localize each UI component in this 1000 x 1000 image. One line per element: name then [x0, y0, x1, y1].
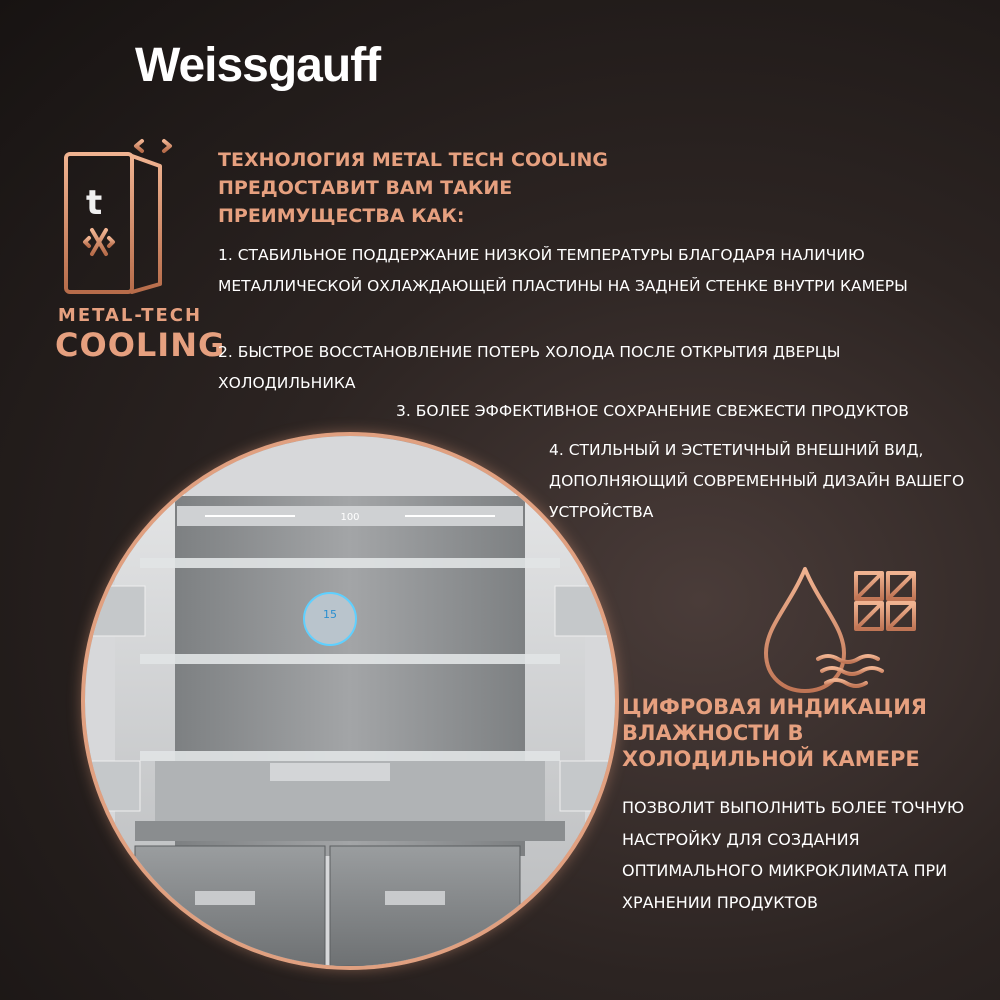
- benefit-2: 2. БЫСТРОЕ ВОССТАНОВЛЕНИЕ ПОТЕРЬ ХОЛОДА ПОСЛЕ ОТКРЫТИЯ ДВЕРЦЫ ХОЛОДИЛЬНИКА: [218, 343, 841, 392]
- cooling-label: COOLING: [55, 326, 226, 364]
- benefit-4: 4. СТИЛЬНЫЙ И ЭСТЕТИЧНЫЙ ВНЕШНИЙ ВИД, ДОПОЛНЯЮЩИЙ СОВРЕМЕННЫЙ ДИЗАЙН ВАШЕГО УСТРОЙСТВА: [549, 441, 965, 521]
- humidity-heading: ЦИФРОВАЯ ИНДИКАЦИЯ ВЛАЖНОСТИ В ХОЛОДИЛЬНОЙ КАМЕРЕ: [622, 695, 927, 771]
- fridge-interior-photo: [81, 432, 619, 970]
- svg-text:t: t: [86, 183, 103, 223]
- metal-tech-cooling-icon: [62, 138, 192, 298]
- humidity-drop-icon: [760, 565, 940, 695]
- metal-tech-heading: ТЕХНОЛОГИЯ METAL TECH COOLING ПРЕДОСТАВИТ ВАМ ТАКИЕ ПРЕИМУЩЕСТВА КАК:: [218, 149, 608, 227]
- benefit-3: 3. БОЛЕЕ ЭФФЕКТИВНОЕ СОХРАНЕНИЕ СВЕЖЕСТИ ПРОДУКТОВ: [396, 402, 909, 420]
- humidity-text: ПОЗВОЛИТ ВЫПОЛНИТЬ БОЛЕЕ ТОЧНУЮ НАСТРОЙКУ ДЛЯ СОЗДАНИЯ ОПТИМАЛЬНОГО МИКРОКЛИМАТА ПРИ ХРАНЕНИИ ПРОДУКТОВ: [622, 798, 965, 912]
- badge-number: 15: [323, 608, 337, 621]
- fridge-interior-illustration: [85, 436, 615, 966]
- benefit-1: 1. СТАБИЛЬНОЕ ПОДДЕРЖАНИЕ НИЗКОЙ ТЕМПЕРАТУРЫ БЛАГОДАРЯ НАЛИЧИЮ МЕТАЛЛИЧЕСКОЙ ОХЛАЖДАЮЩЕЙ ПЛАСТИНЫ НА ЗАДНЕЙ СТЕНКЕ ВНУТРИ КАМЕРЫ: [218, 246, 908, 295]
- metal-tech-label: METAL-TECH: [57, 305, 203, 326]
- temperature-display: 100: [340, 512, 360, 523]
- brand-logo: Weissgauff: [135, 39, 381, 92]
